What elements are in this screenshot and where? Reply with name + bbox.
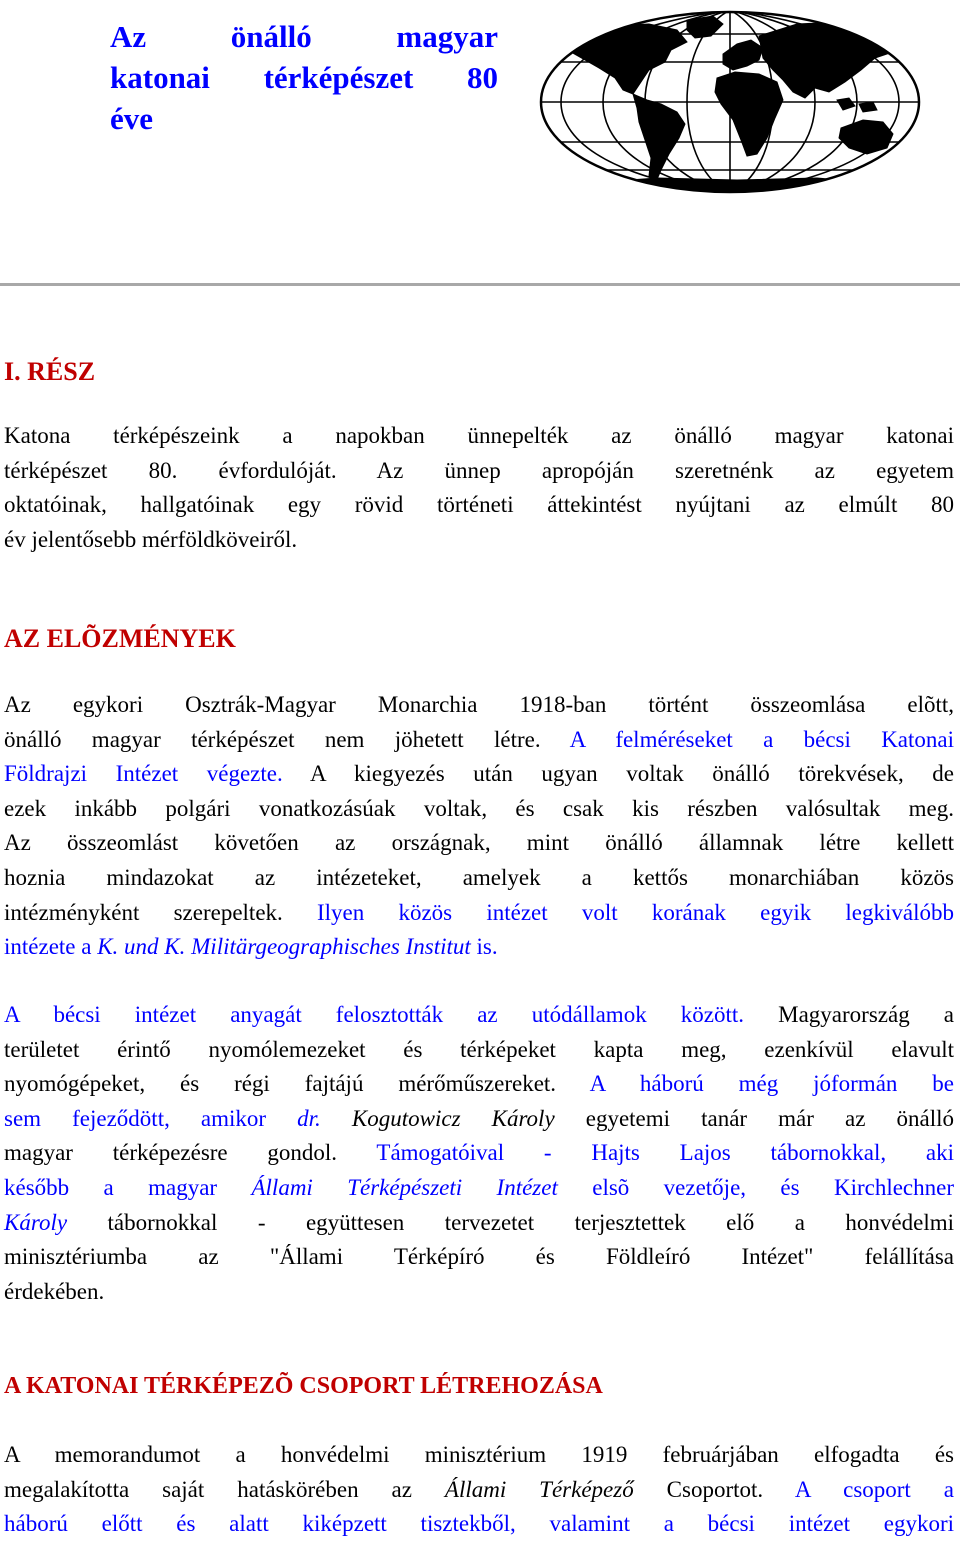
text-segment: A memorandumot a honvédelmi minisztérium 1919 februárjában elfogadta és [4, 1442, 954, 1467]
title-line-1: Az önálló magyar [110, 19, 498, 54]
institute-name: Állami Térképészeti Intézet [251, 1174, 558, 1200]
paragraph-line [4, 1473, 954, 1508]
text-segment: intézményként szerepeltek. [4, 899, 283, 925]
text-segment: Az összeomlást követően az országnak, mint önálló államnak létre kellett [4, 830, 954, 856]
paragraph-line [4, 1102, 954, 1137]
paragraph-line [4, 792, 954, 827]
paragraph-line [4, 723, 954, 758]
section-heading-csoport: A KATONAI TÉRKÉPEZÕ CSOPORT LÉTREHOZÁSA [4, 1373, 603, 1399]
text-segment: megalakította saját hatáskörében az [4, 1476, 445, 1502]
text-segment: tábornokkal - együttesen tervezetet terjesztettek elő a honvédelmi [67, 1209, 954, 1235]
intro-paragraph [4, 419, 954, 557]
paragraph-line [4, 861, 954, 896]
text-segment: A kiegyezés után ugyan voltak önálló törekvések, de [282, 761, 955, 787]
title-line-3: éve [110, 101, 154, 136]
paragraph-line [4, 1067, 954, 1102]
paragraph-line [4, 896, 954, 931]
text-segment: Ilyen közös intézet volt korának egyik legkiválóbb [282, 899, 955, 925]
world-map-globe-icon [537, 8, 923, 196]
text-segment: is. [470, 934, 498, 960]
text-segment: Magyarország a [744, 1002, 955, 1027]
section1-paragraph-1 [4, 688, 954, 965]
paragraph-line [4, 688, 954, 723]
intro-line: oktatóinak, hallgatóinak egy rövid történeti áttekintést nyújtani az elmúlt 80 [4, 492, 954, 518]
text-segment: magyar térképezésre gondol. [4, 1140, 338, 1166]
text-segment: nyomógépeket, és régi fajtájú mérőműszereket. [4, 1071, 557, 1097]
text-segment: intézete a [4, 934, 98, 960]
text-segment: háború előtt és alatt kiképzett tisztekből, valamint a bécsi intézet egykori [4, 1511, 954, 1537]
paragraph-line [4, 826, 954, 861]
paragraph-line [4, 1033, 954, 1068]
intro-line: Katona térképészeink a napokban ünnepelték az önálló magyar katonai [4, 423, 954, 448]
paragraph-line [4, 1136, 954, 1171]
intro-line: térképészet 80. évfordulóját. Az ünnep apropóján szeretnénk az egyetem [4, 457, 954, 483]
paragraph-line [4, 1206, 954, 1241]
section2-paragraph-1 [4, 1438, 954, 1542]
text-segment: minisztériumba az "Állami Térképíró és Földleíró Intézet" felállítása [4, 1244, 954, 1270]
text-segment [321, 1106, 352, 1131]
document-title [110, 16, 498, 139]
text-segment: később a magyar [4, 1174, 252, 1200]
horizontal-rule [0, 283, 960, 286]
text-segment: Az egykori Osztrák-Magyar Monarchia 1918-ban történt összeomlása elõtt, [4, 692, 954, 717]
text-segment: érdekében. [4, 1278, 105, 1304]
section-heading-elozmenyek: AZ ELÕZMÉNYEK [4, 624, 236, 653]
person-name: Kogutowicz Károly [351, 1105, 555, 1131]
text-segment: A háború még jóformán be [556, 1071, 954, 1097]
group-name: Állami Térképező [444, 1476, 634, 1502]
person-name: Károly [4, 1209, 68, 1235]
text-segment: egyetemi tanár már az önálló [554, 1105, 954, 1131]
paragraph-line [4, 998, 954, 1033]
institute-name: K. und K. Militärgeographisches Institut [97, 934, 471, 960]
text-segment: Csoportot. [633, 1476, 764, 1502]
text-segment: sem fejeződött, amikor [4, 1105, 298, 1131]
text-segment: Támogatóival - Hajts Lajos tábornokkal, aki [337, 1140, 954, 1166]
text-segment: dr. [297, 1105, 321, 1131]
paragraph-line [4, 1171, 954, 1206]
text-segment: Földrajzi Intézet végezte. [4, 761, 283, 787]
paragraph-line [4, 930, 954, 965]
paragraph-line [4, 757, 954, 792]
text-segment: területet érintő nyomólemezeket és térképeket kapta meg, ezenkívül elavult [4, 1036, 954, 1062]
title-line-2: katonai térképészet 80 [110, 60, 498, 95]
paragraph-line [4, 1275, 954, 1310]
text-segment: A felméréseket a bécsi Katonai [540, 726, 954, 752]
text-segment: hoznia mindazokat az intézeteket, amelyek a kettős monarchiában közös [4, 864, 954, 890]
paragraph-line [4, 1240, 954, 1275]
text-segment: önálló magyar térképészet nem jöhetett létre. [4, 726, 541, 752]
text-segment: ezek inkább polgári vonatkozásúak voltak, és csak kis részben valósultak meg. [4, 795, 954, 821]
intro-line: év jelentősebb mérföldköveiről. [4, 526, 298, 552]
text-segment: elsõ vezetője, és Kirchlechner [557, 1174, 954, 1200]
text-segment: A csoport a [763, 1476, 954, 1502]
text-segment: A bécsi intézet anyagát felosztották az utódállamok között. [4, 1002, 745, 1027]
part-heading: I. RÉSZ [4, 357, 96, 386]
paragraph-line [4, 1438, 954, 1473]
paragraph-line [4, 1507, 954, 1542]
section1-paragraph-2 [4, 998, 954, 1309]
